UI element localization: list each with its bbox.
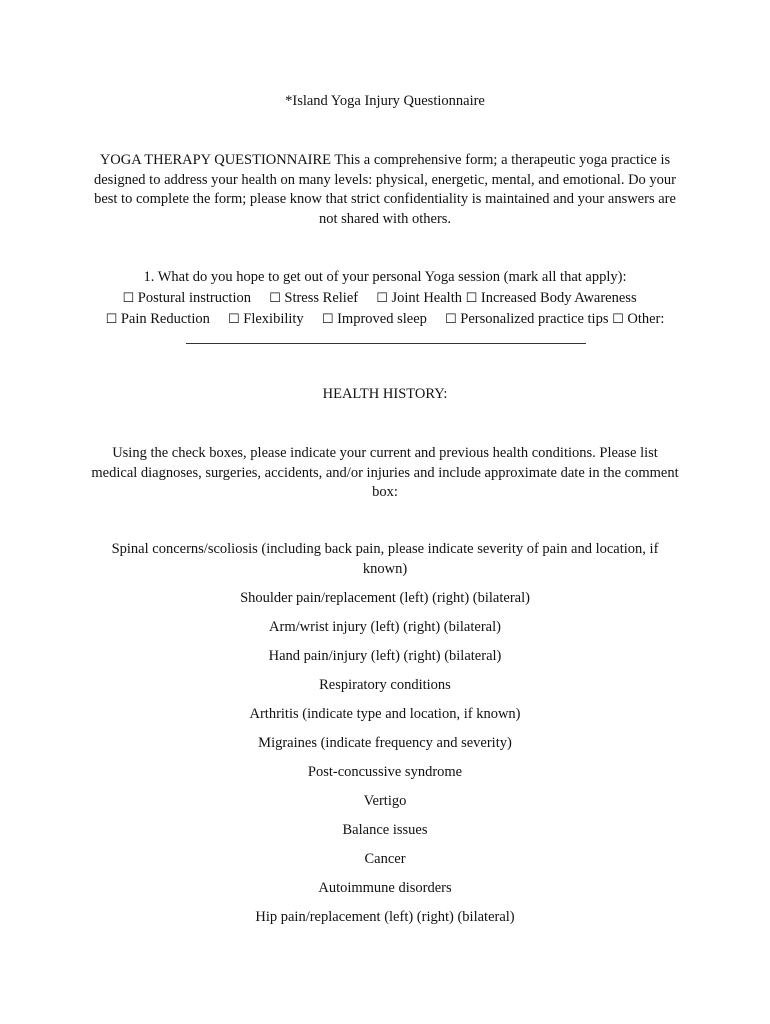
checkbox-flexibility[interactable]: ☐ (227, 312, 240, 327)
condition-item: Shoulder pain/replacement (left) (right) (bilateral) (240, 589, 530, 606)
condition-item: Autoimmune disorders (318, 879, 452, 896)
health-instructions: Using the check boxes, please indicate your current and previous health conditions. Please list medical diagnoses, surgeries, accidents, and/or injuries and include approximate date in the comment box: (91, 445, 679, 500)
condition-item: Migraines (indicate frequency and severity) (258, 734, 512, 751)
document-title: *Island Yoga Injury Questionnaire (285, 93, 485, 109)
option-label: Improved sleep (337, 311, 427, 327)
condition-item: Arm/wrist injury (left) (right) (bilateral) (269, 618, 501, 635)
question-1 (90, 267, 680, 330)
condition-item: Post-concussive syndrome (307, 763, 463, 780)
checkbox-improved-sleep[interactable]: ☐ (321, 312, 334, 327)
conditions-list (90, 540, 680, 937)
intro-paragraph: YOGA THERAPY QUESTIONNAIRE This a comprehensive form; a therapeutic yoga practice is designed to address your health on many levels: physical, energetic, mental, and emotional. Do your best to complete the form; please know that strict confidentiality is maintained and your answers are not shared with others. (94, 152, 676, 227)
checkbox-postural-instruction[interactable]: ☐ (122, 291, 135, 306)
option-label: Flexibility (243, 311, 304, 327)
checkbox-pain-reduction[interactable]: ☐ (105, 312, 118, 327)
checkbox-other[interactable]: ☐ (612, 312, 624, 327)
option-label: Increased Body Awareness (480, 290, 637, 306)
condition-item: Hip pain/replacement (left) (right) (bilateral) (255, 908, 515, 925)
option-label: Stress Relief (284, 290, 359, 306)
option-label: Pain Reduction (120, 311, 210, 327)
checkbox-increased-body-awareness[interactable]: ☐ (465, 291, 478, 306)
condition-item: Balance issues (342, 821, 428, 838)
option-label: Joint Health (391, 290, 462, 306)
checkbox-stress-relief[interactable]: ☐ (269, 291, 281, 306)
condition-item: Vertigo (363, 792, 407, 809)
checkbox-joint-health[interactable]: ☐ (376, 291, 388, 306)
condition-item: Spinal concerns/scoliosis (including back pain, please indicate severity of pain and location, if known) (111, 541, 659, 577)
health-history-heading: HEALTH HISTORY: (322, 386, 448, 402)
checkbox-personalized-practice-tips[interactable]: ☐ (445, 312, 457, 327)
condition-item: Arthritis (indicate type and location, if known) (249, 705, 521, 722)
condition-item: Cancer (364, 850, 406, 867)
condition-item: Hand pain/injury (left) (right) (bilateral) (268, 647, 502, 664)
condition-item: Respiratory conditions (319, 676, 451, 693)
option-label: Personalized practice tips (460, 311, 609, 327)
question-1-prompt: 1. What do you hope to get out of your personal Yoga session (mark all that apply): (143, 269, 627, 285)
other-answer-line[interactable] (186, 343, 586, 344)
option-label: Postural instruction (137, 290, 251, 306)
option-label: Other: (627, 311, 665, 327)
